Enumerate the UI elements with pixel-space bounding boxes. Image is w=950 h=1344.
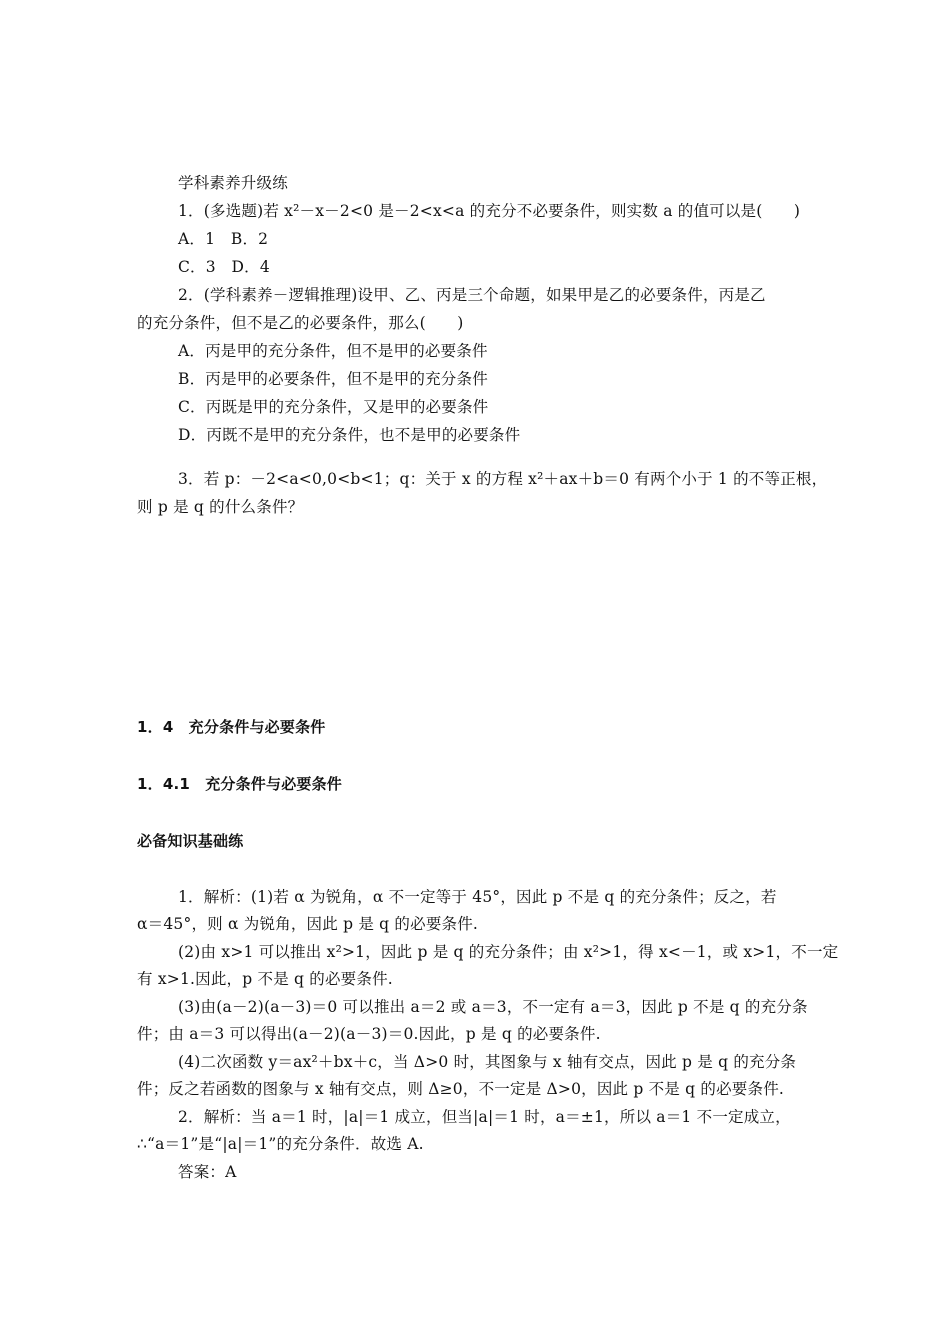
q3-line1: 3．若 p：－2<a<0,0<b<1；q：关于 x 的方程 x²＋ax＋b＝0 有两个小于 1 的不等正根， [178, 470, 828, 488]
answer1-line2: α＝45°，则 α 为锐角，因此 p 是 q 的必要条件. [137, 915, 479, 933]
q2-stem-line1: 2．(学科素养－逻辑推理)设甲、乙、丙是三个命题，如果甲是乙的必要条件，丙是乙 [178, 286, 766, 304]
q1-options-ab: A．1 B．2 [178, 230, 269, 248]
answer1-line5: (3)由(a－2)(a－3)＝0 可以推出 a＝2 或 a＝3，不一定有 a＝3，因此 p 不是 q 的充分条 [178, 998, 808, 1016]
q3-line2: 则 p 是 q 的什么条件？ [137, 498, 304, 516]
answer1-line7: (4)二次函数 y＝ax²＋bx＋c，当 Δ>0 时，其图象与 x 轴有交点，因此 p 是 q 的充分条 [178, 1053, 797, 1071]
answer1-line3: (2)由 x>1 可以推出 x²>1，因此 p 是 q 的充分条件；由 x²>1，得 x<－1，或 x>1，不一定 [178, 943, 839, 961]
q2-stem-line2: 的充分条件，但不是乙的必要条件，那么( ) [137, 314, 464, 332]
answer2-line2: ∴“a＝1”是“|a|＝1”的充分条件．故选 A. [137, 1135, 424, 1153]
q1-stem: 1．(多选题)若 x²－x－2<0 是－2<x<a 的充分不必要条件，则实数 a 的值可以是( ) [178, 202, 801, 220]
upgrade-heading: 学科素养升级练 [178, 174, 288, 192]
q2-option-c: C．丙既是甲的充分条件，又是甲的必要条件 [178, 398, 489, 416]
answer1-line1: 1．解析：(1)若 α 为锐角，α 不一定等于 45°，因此 p 不是 q 的充分条件；反之，若 [178, 888, 777, 906]
answer2-line1: 2．解析：当 a＝1 时，|a|＝1 成立，但当|a|＝1 时，a＝±1，所以 a＝1 不一定成立， [178, 1108, 791, 1126]
answer1-line6: 件；由 a＝3 可以得出(a－2)(a－3)＝0.因此，p 是 q 的必要条件. [137, 1025, 601, 1043]
q2-option-a: A．丙是甲的充分条件，但不是甲的必要条件 [178, 342, 488, 360]
q2-option-d: D．丙既不是甲的充分条件，也不是甲的必要条件 [178, 426, 521, 444]
q1-options-cd: C．3 D．4 [178, 258, 270, 276]
answer2-final: 答案：A [178, 1163, 237, 1181]
answer1-line4: 有 x>1.因此，p 不是 q 的必要条件. [137, 970, 393, 988]
part-title: 必备知识基础练 [137, 832, 244, 850]
section-title: 1．4 充分条件与必要条件 [137, 718, 326, 736]
answer1-line8: 件；反之若函数的图象与 x 轴有交点，则 Δ≥0，不一定是 Δ>0，因此 p 不是 q 的必要条件. [137, 1080, 785, 1098]
subsection-title: 1．4.1 充分条件与必要条件 [137, 775, 343, 793]
q2-option-b: B．丙是甲的必要条件，但不是甲的充分条件 [178, 370, 488, 388]
